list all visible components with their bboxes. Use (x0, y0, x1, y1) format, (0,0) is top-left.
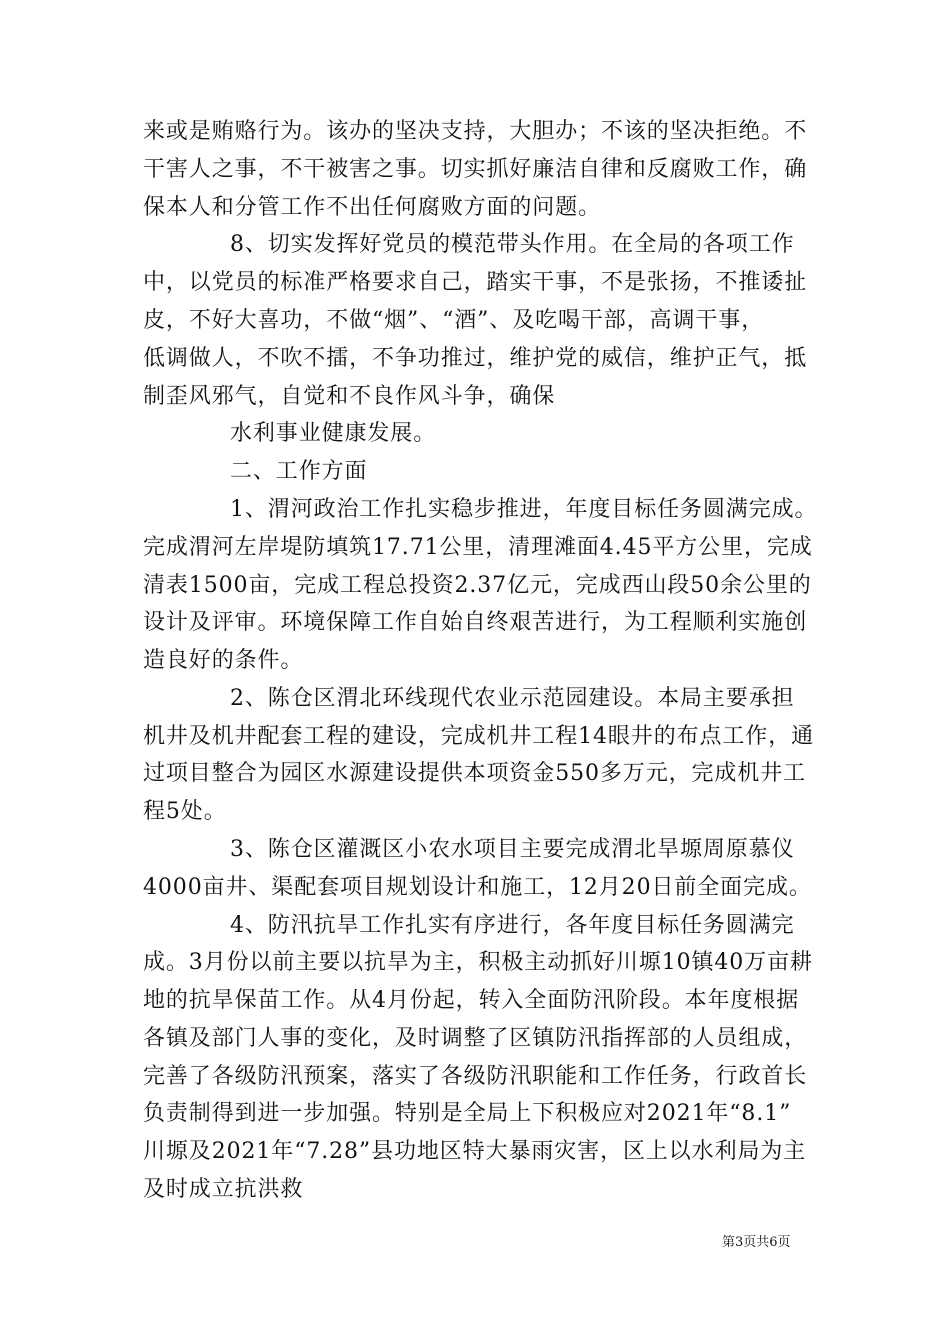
text-line: 成。3月份以前主要以抗旱为主，积极主动抓好川塬10镇40万亩耕 (143, 950, 813, 975)
section-heading: 二、工作方面 (230, 459, 368, 484)
text-line: 来或是贿赂行为。该办的坚决支持，大胆办；不该的坚决拒绝。不 (143, 119, 808, 144)
text-line: 各镇及部门人事的变化，及时调整了区镇防汛指挥部的人员组成， (143, 1026, 808, 1051)
text-line: 4000亩井、渠配套项目规划设计和施工，12月20日前全面完成。 (143, 875, 812, 900)
text-line: 3、陈仓区灌溉区小农水项目主要完成渭北旱塬周原慕仪 (230, 837, 795, 862)
text-line: 川塬及2021年“7.28”县功地区特大暴雨灾害，区上以水利局为主 (143, 1139, 807, 1164)
text-line: 设计及评审。环境保障工作自始自终艰苦进行，为工程顺利实施创 (143, 610, 808, 635)
text-line: 8、切实发挥好党员的模范带头作用。在全局的各项工作 (230, 232, 795, 257)
text-line: 4、防汛抗旱工作扎实有序进行，各年度目标任务圆满完 (230, 913, 795, 938)
text-line: 干害人之事，不干被害之事。切实抓好廉洁自律和反腐败工作，确 (143, 157, 808, 182)
text-line: 完成渭河左岸堤防填筑17.71公里，清理滩面4.45平方公里，完成 (143, 535, 813, 560)
text-line: 负责制得到进一步加强。特别是全局上下积极应对2021年“8.1” (143, 1101, 792, 1126)
text-line: 2、陈仓区渭北环线现代农业示范园建设。本局主要承担 (230, 686, 795, 711)
text-line: 1、渭河政治工作扎实稳步推进，年度目标任务圆满完成。 (230, 497, 818, 522)
text-line: 过项目整合为园区水源建设提供本项资金550多万元，完成机井工 (143, 761, 806, 786)
text-line: 制歪风邪气，自觉和不良作风斗争，确保 (143, 384, 556, 409)
text-line: 皮，不好大喜功，不做“烟”、“酒”、及吃喝干部，高调干事， (143, 308, 765, 333)
text-line: 水利事业健康发展。 (230, 421, 437, 446)
text-line: 机井及机井配套工程的建设，完成机井工程14眼井的布点工作，通 (143, 724, 814, 749)
text-line: 保本人和分管工作不出任何腐败方面的问题。 (143, 195, 602, 220)
text-line: 低调做人，不吹不擂，不争功推过，维护党的威信，维护正气，抵 (143, 346, 808, 371)
text-line: 完善了各级防汛预案，落实了各级防汛职能和工作任务，行政首长 (143, 1064, 808, 1089)
text-line: 造良好的条件。 (143, 648, 304, 673)
text-line: 地的抗旱保苗工作。从4月份起，转入全面防汛阶段。本年度根据 (143, 988, 800, 1013)
text-line: 中，以党员的标准严格要求自己，踏实干事，不是张扬，不推诿扯 (143, 270, 808, 295)
text-line: 程5处。 (143, 799, 227, 824)
text-line: 及时成立抗洪救 (143, 1177, 304, 1202)
text-line: 清表1500亩，完成工程总投资2.37亿元，完成西山段50余公里的 (143, 573, 812, 598)
page-number: 第3页共6页 (722, 1235, 791, 1250)
